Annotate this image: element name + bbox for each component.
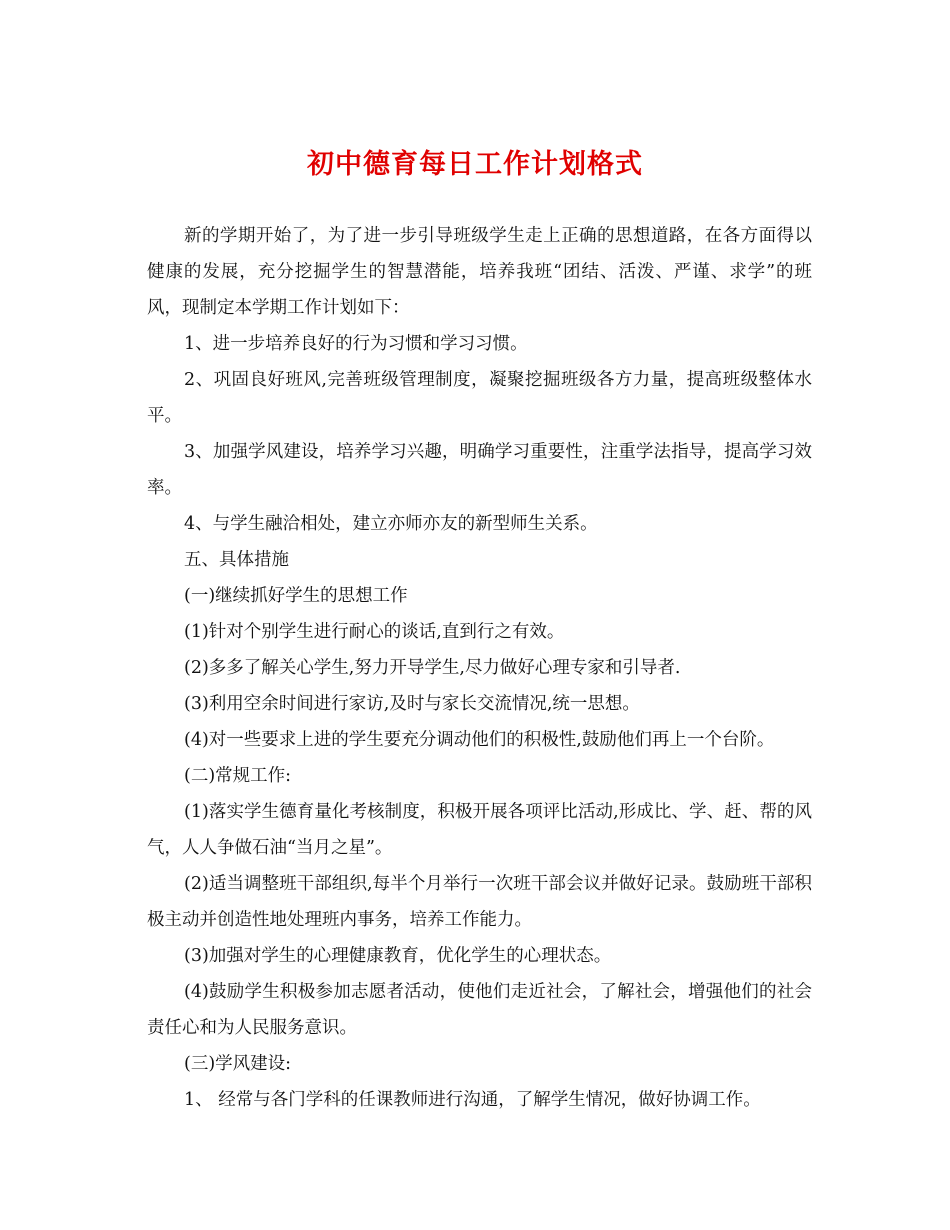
paragraph-goal-1: 1、进一步培养良好的行为习惯和学习习惯。 (184, 334, 528, 354)
paragraph-thought-3: (3)利用空余时间进行家访,及时与家长交流情况,统一思想。 (184, 694, 640, 714)
subsection-heading-routine-work: (二)常规工作: (184, 766, 292, 786)
paragraph-routine-1: (1)落实学生德育量化考核制度，积极开展各项评比活动,形成比、学、赶、帮的风气，人人争做石油“当月之星”。 (147, 802, 812, 858)
paragraph-routine-3: (3)加强对学生的心理健康教育，优化学生的心理状态。 (184, 946, 612, 966)
paragraph-thought-2: (2)多多了解关心学生,努力开导学生,尽力做好心理专家和引导者. (184, 658, 681, 678)
subsection-heading-study-style: (三)学风建设: (184, 1054, 292, 1074)
paragraph-goal-4: 4、与学生融洽相处，建立亦师亦友的新型师生关系。 (184, 514, 598, 534)
paragraph-routine-4: (4)鼓励学生积极参加志愿者活动，使他们走近社会，了解社会，增强他们的社会责任心和为人民服务意识。 (147, 982, 812, 1038)
subsection-heading-thought-work: (一)继续抓好学生的思想工作 (184, 586, 408, 606)
paragraph-routine-2: (2)适当调整班干部组织,每半个月举行一次班干部会议并做好记录。鼓励班干部积极主动并创造性地处理班内事务，培养工作能力。 (147, 874, 812, 930)
section-heading-measures: 五、具体措施 (184, 550, 289, 570)
paragraph-goal-3: 3、加强学风建设，培养学习兴趣，明确学习重要性，注重学法指导，提高学习效率。 (147, 442, 812, 498)
paragraph-thought-4: (4)对一些要求上进的学生要充分调动他们的积极性,鼓励他们再上一个台阶。 (184, 730, 775, 750)
document-body (147, 218, 812, 1118)
paragraph-intro: 新的学期开始了，为了进一步引导班级学生走上正确的思想道路，在各方面得以健康的发展，充分挖掘学生的智慧潜能，培养我班“团结、活泼、严谨、求学”的班风，现制定本学期工作计划如下： (147, 226, 812, 318)
paragraph-study-1: 1、 经常与各门学科的任课教师进行沟通，了解学生情况，做好协调工作。 (184, 1090, 761, 1110)
paragraph-goal-2: 2、巩固良好班风,完善班级管理制度，凝聚挖掘班级各方力量，提高班级整体水平。 (147, 370, 812, 426)
document-title: 初中德育每日工作计划格式 (307, 149, 643, 180)
paragraph-thought-1: (1)针对个别学生进行耐心的谈话,直到行之有效。 (184, 622, 565, 642)
